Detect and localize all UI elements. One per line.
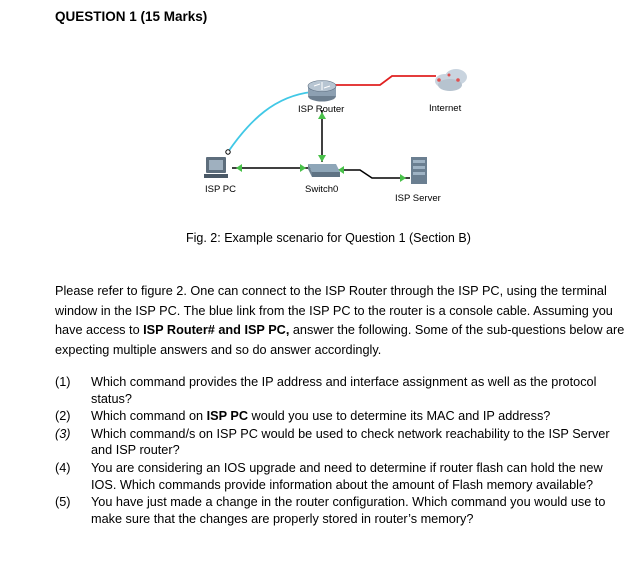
question-number: (2) <box>55 409 71 424</box>
question-text: Which command/s on ISP PC would be used to check network reachability to the ISP Server and ISP router? <box>91 426 610 458</box>
question-text-post: would you use to determine its MAC and IP address? <box>248 409 551 424</box>
network-diagram <box>0 0 631 230</box>
question-item-1 <box>55 374 625 407</box>
question-number: (4) <box>55 460 71 475</box>
question-text-bold: ISP PC <box>206 409 249 424</box>
pc-label: ISP PC <box>205 184 236 195</box>
question-item-4 <box>55 460 625 493</box>
link-up-arrow-pc <box>236 164 242 172</box>
server-icon <box>411 157 427 184</box>
question-text <box>91 408 625 425</box>
question-text-pre: Which command on <box>91 409 207 424</box>
question-item-5 <box>55 494 625 527</box>
link-up-arrow-switch <box>318 155 326 162</box>
switch-label: Switch0 <box>305 184 339 195</box>
question-number: (5) <box>55 495 71 510</box>
switch-icon <box>308 164 340 177</box>
router-label: ISP Router <box>298 104 345 115</box>
question-item-2 <box>55 408 625 425</box>
console-cable <box>228 92 312 152</box>
question-text: You are considering an IOS upgrade and need to determine if router flash can hold the new IOS. Which commands provide information about the amount of Flash memory available? <box>91 460 603 492</box>
question-text: Which command provides the IP address and interface assignment as well as the protocol status? <box>91 375 597 406</box>
pc-icon <box>204 157 228 178</box>
internet-cloud-icon <box>435 69 467 91</box>
question-number: (3) <box>55 426 71 441</box>
internet-label: Internet <box>429 103 462 114</box>
serial-link <box>333 76 436 85</box>
console-endpoint-pc <box>226 150 230 154</box>
link-up-arrow-server <box>400 174 406 182</box>
question-text: You have just made a change in the router configuration. Which command you would use to make sure that the changes are properly stored in router’s memory? <box>91 495 606 526</box>
link-up-arrow-switch-left <box>300 164 306 172</box>
paragraph-text-2: answer the following. Some of the sub-questions below are expecting multiple answers and so do answer accordingly. <box>55 323 625 357</box>
paragraph-bold: ISP Router# and ISP PC, <box>143 323 290 337</box>
figure-caption: Fig. 2: Example scenario for Question 1 (Section B) <box>186 231 471 245</box>
instructions-paragraph <box>55 282 625 360</box>
router-icon <box>308 81 336 102</box>
server-label: ISP Server <box>395 193 441 204</box>
question-number: (1) <box>55 375 71 389</box>
question-heading: QUESTION 1 (15 Marks) <box>55 9 208 24</box>
question-list <box>55 374 625 528</box>
paragraph-text-1: Please refer to figure 2. One can connect to the ISP Router through the ISP PC, using the terminal window in the ISP PC. The blue link from the ISP PC to the router is a console cable. Assuming you have access to <box>55 284 613 337</box>
switch-server-link <box>334 170 410 178</box>
question-item-3 <box>55 426 625 459</box>
